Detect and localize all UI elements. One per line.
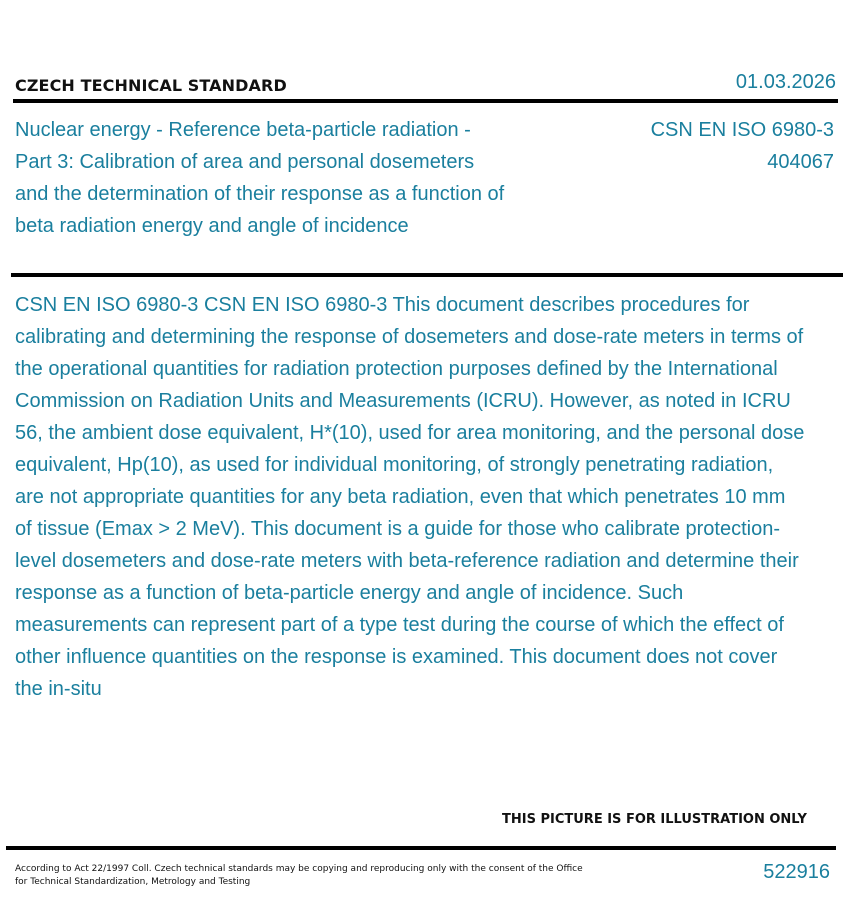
catalog-number: 404067 bbox=[767, 151, 834, 173]
product-number: 522916 bbox=[763, 861, 830, 883]
standard-type-label: CZECH TECHNICAL STANDARD bbox=[15, 76, 287, 95]
header-divider bbox=[13, 99, 838, 103]
legal-notice: According to Act 22/1997 Coll. Czech technical standards may be copying and reproducing only with the consent of the Office for Technical Standardization, Metrology and Testing bbox=[15, 864, 583, 887]
footer-divider bbox=[6, 846, 836, 850]
standard-number: CSN EN ISO 6980-3 bbox=[650, 119, 834, 141]
document-title: Nuclear energy - Reference beta-particle radiation - Part 3: Calibration of area and personal dosemeters and the determination of their response as a function of beta radiation energy and angle of incidence bbox=[15, 119, 505, 237]
illustration-note: THIS PICTURE IS FOR ILLUSTRATION ONLY bbox=[502, 812, 807, 827]
title-divider bbox=[11, 273, 843, 277]
standard-id-block bbox=[651, 114, 834, 178]
publication-date: 01.03.2026 bbox=[735, 71, 836, 93]
document-description: CSN EN ISO 6980-3 CSN EN ISO 6980-3 This document describes procedures for calibrating and determining the response of dosemeters and dose-rate meters in terms of the operational quantities for radiation protection purposes defined by the International Commission on Radiation Units and Measurements (ICRU). However, as noted in ICRU 56, the ambient dose equivalent, H*(10), used for area monitoring, and the personal dose equivalent, Hp(10), as used for individual monitoring, of strongly penetrating radiation, are not appropriate quantities for any beta radiation, even that which penetrates 10 mm of tissue (Emax > 2 MeV). This document is a guide for those who calibrate protection-level dosemeters and dose-rate meters with beta-reference radiation and determine their response as a function of beta-particle energy and angle of incidence. Such measurements can represent part of a type test during the course of which the effect of other influence quantities on the response is examined. This document does not cover the in-situ bbox=[15, 294, 805, 700]
